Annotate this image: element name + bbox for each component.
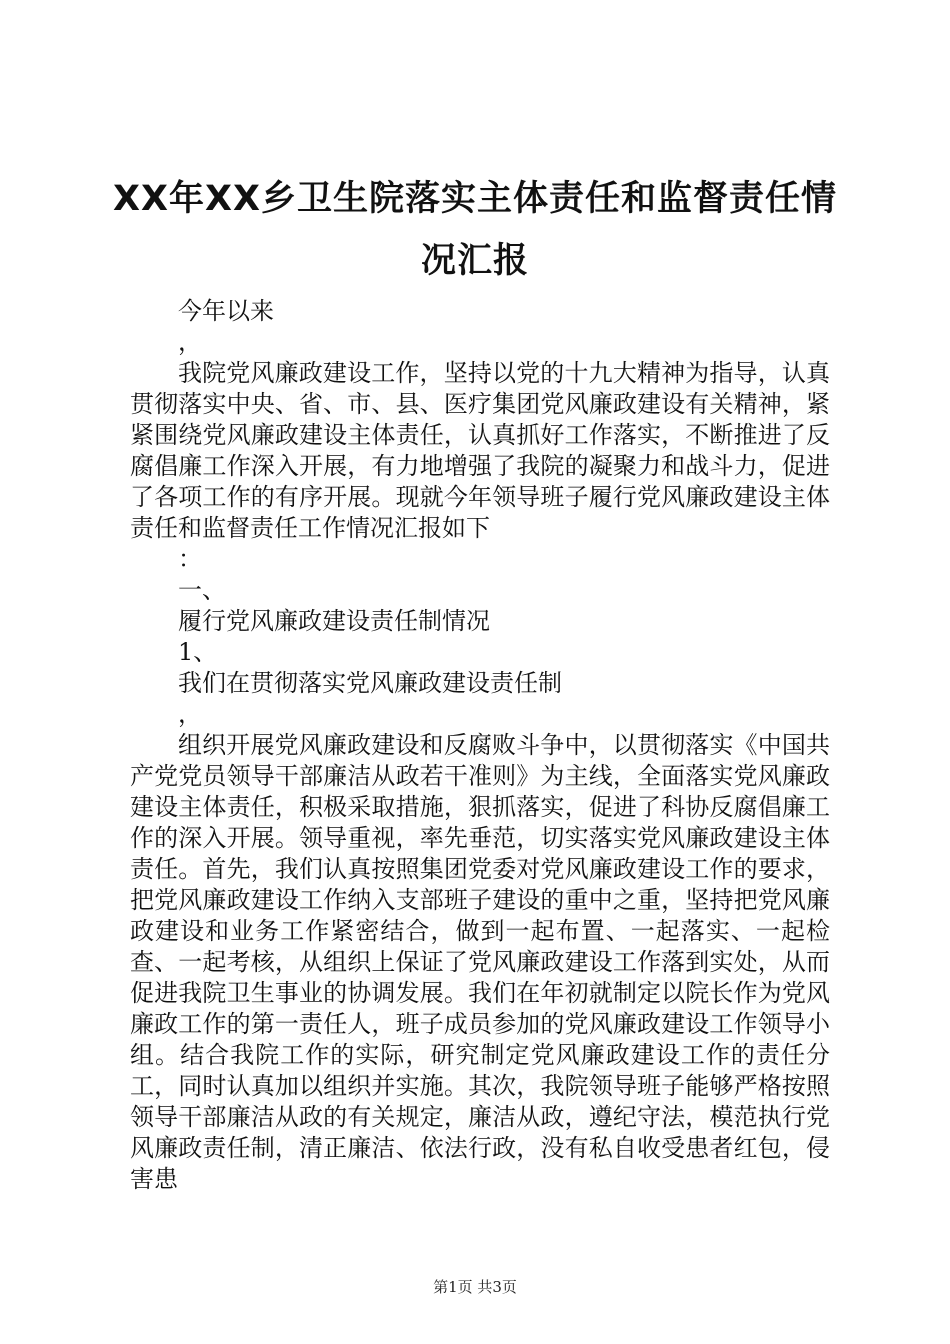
punctuation-line: ， <box>178 328 202 356</box>
document-body <box>130 296 830 1195</box>
paragraph-opening: 今年以来 <box>178 297 274 325</box>
paragraph-intro: 我院党风廉政建设工作，坚持以党的十九大精神为指导，认真贯彻落实中央、省、市、县、医疗集团党风廉政建设有关精神，紧紧围绕党风廉政建设主体责任，认真抓好工作落实，不断推进了反腐倡廉工作深入开展，有力地增强了我院的凝聚力和战斗力，促进了各项工作的有序开展。现就今年领导班子履行党风廉政建设主体责任和监督责任工作情况汇报如下 <box>130 359 830 542</box>
subsection-number: 1、 <box>178 638 218 666</box>
page-footer: 第1页 共3页 <box>433 1278 517 1296</box>
subsection-heading: 我们在贯彻落实党风廉政建设责任制 <box>178 669 562 697</box>
page-title: XX年XX乡卫生院落实主体责任和监督责任情况汇报 <box>113 179 837 281</box>
punctuation-line: ： <box>178 545 202 573</box>
punctuation-line: ， <box>178 700 202 728</box>
paragraph-body: 组织开展党风廉政建设和反腐败斗争中，以贯彻落实《中国共产党党员领导干部廉洁从政若干准则》为主线，全面落实党风廉政建设主体责任，积极采取措施，狠抓落实，促进了科协反腐倡廉工作的深入开展。领导重视，率先垂范，切实落实党风廉政建设主体责任。首先，我们认真按照集团党委对党风廉政建设工作的要求，把党风廉政建设工作纳入支部班子建设的重中之重，坚持把党风廉政建设和业务工作紧密结合，做到一起布置、一起落实、一起检查、一起考核，从组织上保证了党风廉政建设工作落到实处，从而促进我院卫生事业的协调发展。我们在年初就制定以院长作为党风廉政工作的第一责任人，班子成员参加的党风廉政建设工作领导小组。结合我院工作的实际，研究制定党风廉政建设工作的责任分工，同时认真加以组织并实施。其次，我院领导班子能够严格按照领导干部廉洁从政的有关规定，廉洁从政，遵纪守法，模范执行党风廉政责任制，清正廉洁、依法行政，没有私自收受患者红包，侵害患 <box>130 731 830 1193</box>
section-number: 一、 <box>178 576 226 604</box>
section-heading: 履行党风廉政建设责任制情况 <box>178 607 490 635</box>
